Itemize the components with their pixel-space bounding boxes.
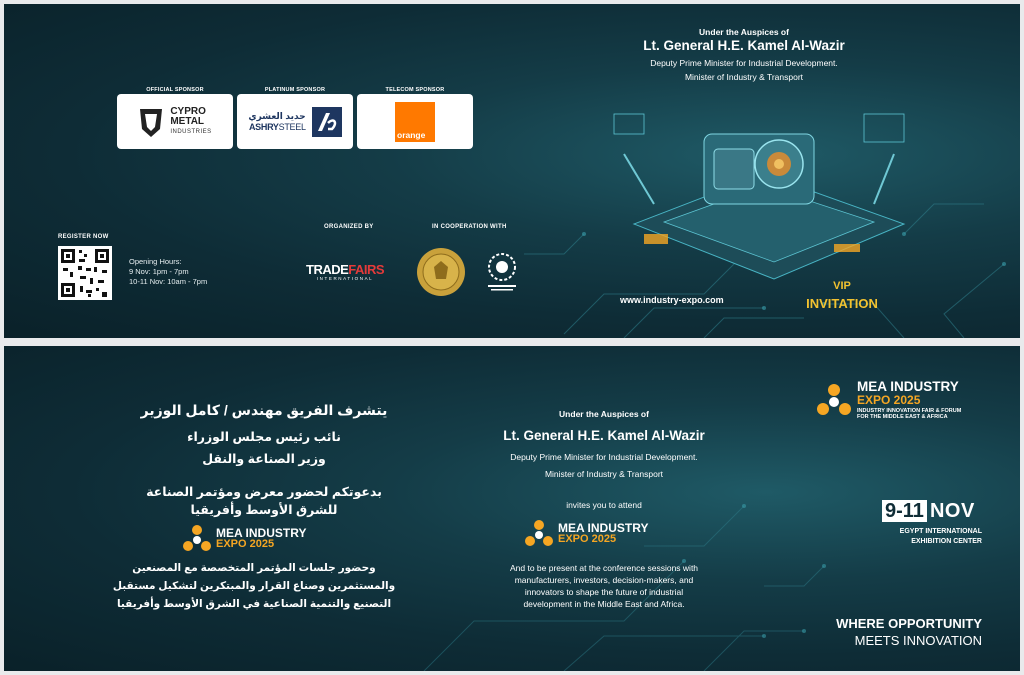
inside-auspices-role1: Deputy Prime Minister for Industrial Development.: [510, 452, 698, 462]
mea-logo-left: [182, 524, 306, 552]
cooperation-label: IN COOPERATION WITH: [432, 224, 507, 230]
mea-logo-right: [816, 380, 961, 420]
federation-logo-icon: [482, 249, 522, 293]
arabic-line2: نائب رئيس مجلس الوزراء: [187, 430, 341, 444]
ashry-steel-logo: [237, 94, 353, 149]
arabic-line4: بدعوتكم لحضور معرض ومؤتمر الصناعة: [146, 485, 382, 499]
register-now-label: REGISTER NOW: [58, 234, 109, 240]
venue-line2: EXHIBITION CENTER: [911, 538, 982, 545]
qr-code-icon[interactable]: [58, 246, 112, 300]
arabic-line6: وحضور جلسات المؤتمر المتخصصة مع المصنعين: [132, 562, 376, 574]
orange-square-icon: [395, 102, 435, 142]
cypro-name-2: METAL: [170, 115, 205, 127]
auspices-role2: Minister of Industry & Transport: [684, 72, 804, 82]
cypro-name-3: INDUSTRIES: [170, 128, 212, 135]
invite-body2: manufacturers, investors, decision-makers, and: [514, 575, 694, 585]
opening-hours-title: Opening Hours:: [129, 257, 182, 266]
tradefairs-logo: [306, 262, 384, 281]
mea-expo-left: EXPO 2025: [216, 537, 275, 550]
opening-hours: [129, 257, 207, 287]
website-link[interactable]: www.industry-expo.com: [620, 295, 724, 305]
opening-hours-line1: 9 Nov: 1pm - 7pm: [129, 267, 189, 276]
platinum-sponsor-label: PLATINUM SPONSOR: [264, 87, 326, 93]
auspices-role1: Deputy Prime Minister for Industrial Development.: [650, 58, 838, 68]
orange-name: orange: [397, 129, 426, 140]
ashry-arabic-name: حديد العشري: [248, 111, 306, 121]
mea-emblem-center-icon: [524, 519, 554, 547]
inside-auspices-role2: Minister of Industry & Transport: [544, 469, 664, 479]
auspices-intro: Under the Auspices of: [699, 27, 789, 37]
arabic-line8: التصنيع والتنمية الصناعية في الشرق الأوسط وأفريقيا: [116, 598, 392, 610]
inside-auspices-intro: Under the Auspices of: [559, 409, 649, 419]
invitation-label: INVITATION: [806, 296, 878, 311]
mea-title-center: MEA INDUSTRY: [558, 520, 649, 535]
vip-label: VIP: [833, 280, 851, 292]
slogan-line1: WHERE OPPORTUNITY: [836, 616, 982, 631]
venue-line1: EGYPT INTERNATIONAL: [899, 528, 982, 535]
event-month: NOV: [929, 500, 975, 522]
invitation-cover: [4, 4, 1020, 338]
event-days: 9-11: [882, 500, 927, 522]
official-sponsor-label: OFFICIAL SPONSOR: [146, 87, 204, 93]
organized-by-label: ORGANIZED BY: [324, 224, 374, 230]
inside-auspices-name: Lt. General H.E. Kamel Al-Wazir: [503, 428, 705, 443]
ashry-light: STEEL: [278, 122, 306, 132]
mea-expo-right: EXPO 2025: [857, 392, 921, 407]
cypro-name-1: CYPRO: [170, 105, 206, 117]
cypro-shield-icon: [138, 105, 164, 139]
cypro-logo: [117, 94, 233, 149]
machine-illustration: [604, 94, 924, 294]
auspices-name: Lt. General H.E. Kamel Al-Wazir: [643, 38, 845, 53]
ashry-emblem-icon: [312, 107, 342, 137]
invites-line: invites you to attend: [566, 500, 642, 510]
orange-logo: [357, 94, 473, 149]
arabic-line1: يتشرف الفريق مهندس / كامل الوزير: [140, 402, 388, 418]
mea-emblem-right-icon: [816, 383, 852, 417]
invite-body1: And to be present at the conference sessions with: [509, 563, 699, 573]
mea-expo-center: EXPO 2025: [558, 532, 617, 545]
brand-tag1: INDUSTRY INNOVATION FAIR & FORUM: [857, 407, 962, 414]
brand-tag2: FOR THE MIDDLE EAST & AFRICA: [857, 413, 948, 420]
tradefairs-b: FAIRS: [348, 262, 385, 277]
arabic-line7: والمستثمرين وصناع القرار والمبتكرين لتشكيل مستقبل: [112, 580, 396, 592]
arabic-line3: وزير الصناعة والنقل: [202, 452, 326, 466]
mea-title-right: MEA INDUSTRY: [857, 379, 959, 394]
event-dates: [882, 500, 975, 522]
tradefairs-sub: INTERNATIONAL: [316, 276, 374, 281]
mea-logo-center: [524, 519, 648, 547]
invite-body4: development in the Middle East and Africa.: [523, 599, 685, 609]
ministry-seal-icon: [416, 247, 466, 297]
slogan-line2: MEETS INNOVATION: [854, 633, 982, 648]
invite-body3: innovators to shape the future of industrial: [524, 587, 684, 597]
mea-title-left: MEA INDUSTRY: [216, 525, 307, 540]
ashry-bold: ASHRY: [248, 122, 279, 132]
opening-hours-line2: 10-11 Nov: 10am - 7pm: [129, 277, 208, 286]
telecom-sponsor-label: TELECOM SPONSOR: [385, 87, 445, 93]
arabic-line5: للشرق الأوسط وأفريقيا: [190, 503, 338, 517]
mea-emblem-icon: [182, 524, 212, 552]
tradefairs-a: TRADE: [306, 262, 349, 277]
invitation-inside: [4, 346, 1020, 671]
